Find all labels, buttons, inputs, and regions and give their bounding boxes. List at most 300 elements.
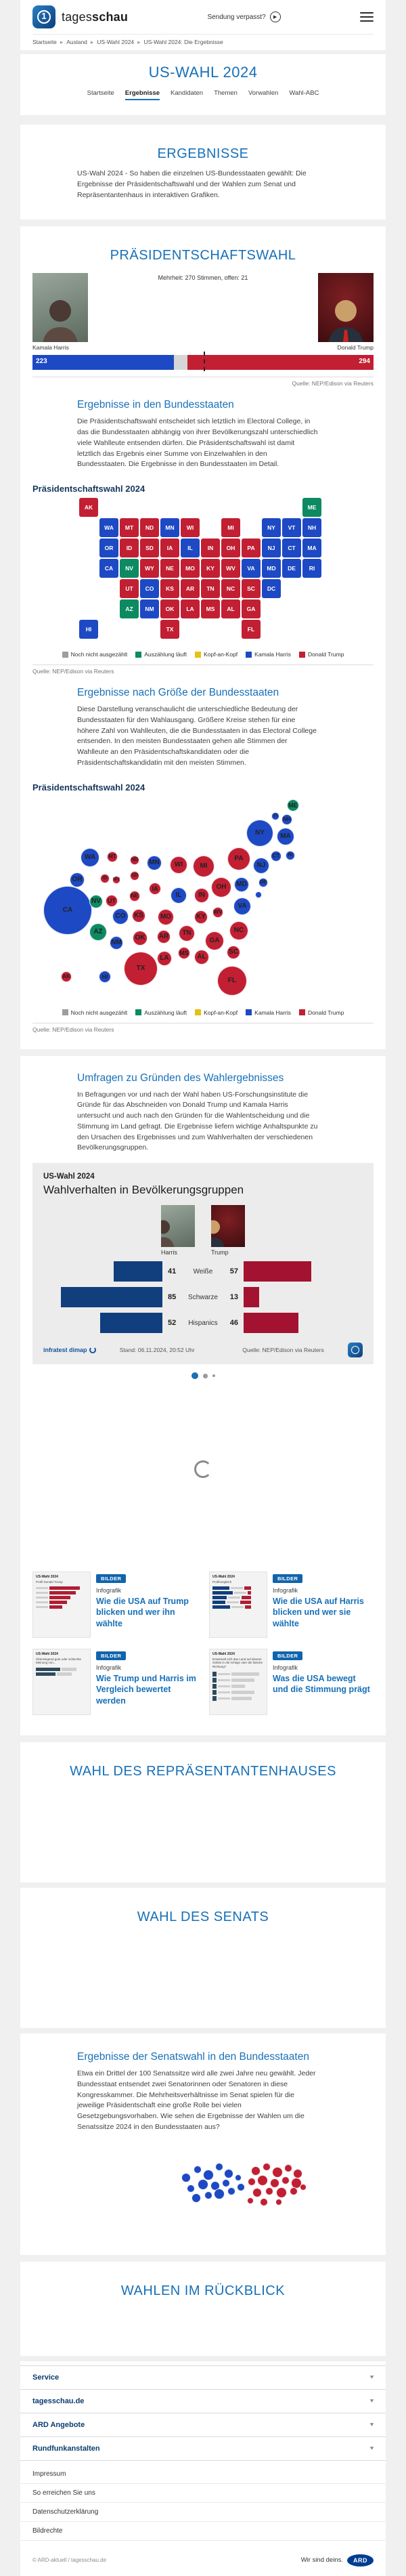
mini-bar (212, 1684, 217, 1689)
teaser-grid (32, 1571, 374, 1715)
mini-bar-row (212, 1690, 264, 1695)
bubble-state-FL[interactable]: FL (217, 966, 247, 996)
state-CA[interactable]: CA (99, 559, 118, 578)
state-CT[interactable]: CT (282, 539, 301, 557)
state-MO[interactable]: MO (181, 559, 200, 578)
harris-bar (43, 1287, 162, 1307)
site-header (20, 0, 386, 50)
bubble-state-NV[interactable]: NV (89, 895, 103, 908)
state-GA[interactable]: GA (242, 599, 261, 618)
president-section (20, 226, 386, 1049)
bubble-state-ND[interactable]: ND (130, 856, 139, 865)
demo-row-center (162, 1293, 244, 1301)
state-WA[interactable]: WA (99, 518, 118, 537)
bubble-state-HI[interactable]: HI (99, 971, 111, 983)
tab-kandidaten[interactable]: Kandidaten (171, 89, 204, 97)
senate-race-dot[interactable] (251, 2166, 261, 2176)
mini-bar-row (36, 1591, 87, 1595)
us-states-map[interactable] (79, 498, 327, 644)
state-VT[interactable]: VT (282, 518, 301, 537)
trump-value: 46 (229, 1319, 238, 1327)
state-WY[interactable]: WY (140, 559, 159, 578)
bubble-state-PA[interactable]: PA (227, 847, 250, 870)
state-IA[interactable]: IA (160, 539, 179, 557)
bubble-state-NC[interactable]: NC (229, 921, 248, 940)
bubble-state-NY[interactable]: NY (246, 820, 273, 847)
thumb-heading: US-Wahl 2024 (36, 1575, 58, 1579)
state-MN[interactable]: MN (160, 518, 179, 537)
teaser-card[interactable] (32, 1571, 197, 1638)
footer-accordion-label: tagesschau.de (32, 2396, 85, 2405)
tab-themen[interactable]: Themen (214, 89, 238, 97)
mini-bar-row (212, 1591, 264, 1595)
infografik-wahlverhalten[interactable] (32, 1163, 374, 1364)
teaser-title[interactable]: Wie die USA auf Harris blicken und wer sie wählte (273, 1597, 364, 1628)
footer-accordion-ard-angebote[interactable] (20, 2413, 386, 2437)
footer-link-bildrechte[interactable]: Bildrechte (20, 2522, 386, 2541)
bubble-state-TX[interactable]: TX (124, 952, 158, 986)
bubble-state-KY[interactable]: KY (194, 910, 208, 924)
state-OK[interactable]: OK (160, 599, 179, 618)
state-KY[interactable]: KY (201, 559, 220, 578)
senate-race-dot[interactable] (263, 2163, 271, 2171)
bubble-state-VT[interactable]: VT (271, 812, 279, 820)
senate-race-dot[interactable] (191, 2193, 201, 2203)
trump-label: Trump (211, 1249, 229, 1256)
demo-row (43, 1287, 363, 1307)
bubble-state-AZ[interactable]: AZ (89, 923, 107, 941)
mini-bar-row (212, 1596, 264, 1599)
state-HI[interactable]: HI (79, 620, 98, 639)
bubble-state-ID[interactable]: ID (100, 874, 110, 883)
carousel-dot[interactable] (203, 1374, 208, 1378)
mini-bar (212, 1672, 217, 1676)
bubble-state-OR[interactable]: OR (70, 872, 85, 887)
mini-label (36, 1592, 48, 1594)
senate-race-dot[interactable] (257, 2175, 268, 2186)
mini-bar (62, 1668, 76, 1671)
subheading-senatswahl: Ergebnisse der Senatswahl in den Bundesstaaten (77, 2051, 309, 2063)
legend-item (299, 1009, 344, 1016)
bubble-state-WA[interactable]: WA (81, 848, 99, 867)
state-SD[interactable]: SD (140, 539, 159, 557)
mini-label (227, 1601, 239, 1603)
mini-bar (212, 1678, 217, 1683)
bubble-state-NH[interactable]: NH (281, 814, 292, 825)
state-FL[interactable]: FL (242, 620, 261, 639)
bubble-state-GA[interactable]: GA (205, 931, 224, 950)
chevron-down-icon: ▾ (369, 2422, 374, 2428)
chevron-down-icon: ▾ (369, 2374, 374, 2380)
mini-bar-right (244, 1586, 252, 1590)
section-heading-rueckblick: WAHLEN IM RÜCKBLICK (120, 2283, 286, 2298)
bubble-state-WI[interactable]: WI (170, 856, 187, 874)
senate-bubble-map[interactable] (41, 2151, 365, 2218)
demographic-bars (43, 1261, 363, 1333)
legend-label: Auszählung läuft (144, 651, 187, 658)
state-SC[interactable]: SC (242, 579, 261, 598)
senate-race-dot[interactable] (275, 2199, 282, 2205)
teaser-thumbnail (209, 1571, 267, 1638)
breadcrumb-item[interactable]: Startseite (32, 39, 57, 45)
mini-bar (49, 1586, 80, 1590)
bubble-state-NM[interactable]: NM (110, 936, 123, 950)
senate-race-dot[interactable] (181, 2173, 191, 2182)
bubble-state-MO[interactable]: MO (158, 909, 174, 925)
footer-accordion-service[interactable] (20, 2366, 386, 2390)
state-WI[interactable]: WI (181, 518, 200, 537)
legend-item (195, 1009, 238, 1016)
bubble-state-UT[interactable]: UT (106, 895, 118, 907)
intro-text: US-Wahl 2024 - So haben die einzelnen US-Bundesstaaten gewählt: Die Ergebnisse der Präsidentschaftswahl und der Wahlen zum Senat und Repräsentantenhaus in interaktiven Grafiken. (77, 169, 307, 199)
state-NH[interactable]: NH (302, 518, 321, 537)
state-CO[interactable]: CO (140, 579, 159, 598)
breadcrumb-item[interactable]: US-Wahl 2024 (97, 39, 135, 45)
brand-wordmark[interactable] (62, 10, 128, 24)
state-PA[interactable]: PA (242, 539, 261, 557)
tagesschau-logo-icon[interactable] (32, 5, 55, 28)
mini-label (218, 1673, 230, 1675)
bubble-state-ME[interactable]: ME (287, 799, 299, 811)
harris-bar-fill (61, 1287, 162, 1307)
candidate-harris (32, 273, 88, 351)
bubble-state-AL[interactable]: AL (194, 950, 209, 965)
trump-value: 13 (229, 1293, 238, 1301)
bubble-state-MN[interactable]: MN (147, 856, 162, 870)
senate-race-dot[interactable] (290, 2187, 298, 2195)
bubble-state-SD[interactable]: SD (130, 871, 139, 881)
state-ND[interactable]: ND (140, 518, 159, 537)
tab-ergebnisse[interactable]: Ergebnisse (125, 89, 160, 100)
state-MA[interactable]: MA (302, 539, 321, 557)
state-MD[interactable]: MD (262, 559, 281, 578)
brand-light: tages (62, 9, 93, 24)
mini-bar (212, 1690, 217, 1695)
teaser-card[interactable] (32, 1649, 197, 1715)
donald-trump-photo (211, 1205, 245, 1247)
state-NC[interactable]: NC (221, 579, 240, 598)
teaser-meta (273, 1649, 374, 1715)
state-UT[interactable]: UT (120, 579, 139, 598)
mini-bar-row (212, 1601, 264, 1604)
senate-race-dot[interactable] (235, 2174, 242, 2181)
candidate-name: Donald Trump (337, 344, 374, 352)
majority-note: Mehrheit: 270 Stimmen, offen: 21 (158, 274, 248, 282)
candidate-trump (318, 273, 374, 351)
thumb-heading: US-Wahl 2024 (212, 1652, 235, 1656)
senate-race-dot[interactable] (187, 2184, 195, 2193)
bundesstaaten-text: Die Präsidentschaftswahl entscheidet sich letztlich im Electoral College, in das die Bundesstaaten abhängig von ihrer Bevölkerungszahl unterschiedlich viele Wahlleute entsenden dürfen. Die Präsidentschaftswahl ist damit letztlich das Ergebnis einer Summe von Einzelwahlen in den Bundesstaaten. Die Ergebnisse in den Bundesstaaten im Detail. (77, 417, 318, 469)
state-IL[interactable]: IL (181, 539, 200, 557)
bubble-state-DC[interactable] (255, 891, 262, 898)
majority-marker (204, 352, 205, 371)
infratest-dimap-logo (43, 1347, 96, 1353)
state-NY[interactable]: NY (262, 518, 281, 537)
senate-race-dot[interactable] (270, 2178, 279, 2188)
infografik-kicker: US-Wahl 2024 (43, 1173, 95, 1181)
bubble-state-IL[interactable]: IL (171, 887, 187, 904)
senate-results-section (20, 2033, 386, 2255)
bubble-state-SC[interactable]: SC (227, 946, 240, 959)
teaser-thumbnail (32, 1649, 91, 1715)
bubble-state-MI[interactable]: MI (193, 856, 215, 877)
harris-bar-fill (114, 1261, 162, 1282)
mini-bar-row (212, 1586, 264, 1590)
demo-row-center (162, 1319, 244, 1327)
state-OH[interactable]: OH (221, 539, 240, 557)
senate-race-dot[interactable] (281, 2176, 290, 2184)
state-VA[interactable]: VA (242, 559, 261, 578)
teaser-title[interactable]: Wie die USA auf Trump blicken und wer ihn wählte (96, 1597, 189, 1628)
demo-row (43, 1261, 363, 1282)
state-AK[interactable]: AK (79, 498, 98, 517)
teaser-title[interactable]: Wie Trump und Harris im Vergleich bewertet werden (96, 1674, 196, 1706)
state-MT[interactable]: MT (120, 518, 139, 537)
footer-accordion-tagesschau-de[interactable] (20, 2390, 386, 2413)
intro-section (20, 125, 386, 219)
bubble-state-AR[interactable]: AR (157, 930, 171, 944)
bubble-state-NE[interactable]: NE (129, 891, 140, 902)
senate-race-dot[interactable] (276, 2187, 287, 2198)
mini-bar-row (212, 1672, 264, 1676)
mini-bar-right (245, 1605, 251, 1609)
donald-trump-photo (318, 273, 374, 342)
senate-race-dot[interactable] (222, 2179, 230, 2187)
state-AR[interactable]: AR (181, 579, 200, 598)
senate-race-dot[interactable] (194, 2166, 202, 2174)
state-AZ[interactable]: AZ (120, 599, 139, 618)
ard-logo[interactable]: ARD (347, 2554, 374, 2567)
mini-bar-right (242, 1596, 251, 1599)
us-bubble-cartogram[interactable] (41, 798, 365, 1002)
state-NM[interactable]: NM (140, 599, 159, 618)
breadcrumb-item[interactable]: US-Wahl 2024: Die Ergebnisse (143, 39, 223, 45)
play-icon[interactable]: ▶ (270, 12, 281, 22)
footer-link-so-erreichen-sie-uns[interactable]: So erreichen Sie uns (20, 2484, 386, 2503)
electoral-vote-bar[interactable] (32, 355, 374, 370)
bubble-state-MA[interactable]: MA (277, 828, 294, 845)
mini-bar-right (240, 1601, 251, 1604)
senate-race-dot[interactable] (204, 2191, 212, 2199)
teaser-kicker: Infografik (96, 1664, 122, 1671)
senate-race-dot[interactable] (237, 2183, 245, 2191)
mini-bar-left (212, 1605, 230, 1609)
teaser-kicker: Infografik (273, 1587, 298, 1594)
bubble-state-LA[interactable]: LA (157, 951, 172, 966)
section-heading-praesidentschaftswahl: PRÄSIDENTSCHAFTSWAHL (110, 248, 296, 263)
mini-bar (231, 1672, 259, 1676)
thumb-mini-chart (36, 1586, 87, 1609)
state-RI[interactable]: RI (302, 559, 321, 578)
rueckblick-section (20, 2262, 386, 2356)
bubble-state-CO[interactable]: CO (112, 908, 129, 925)
legend-label: Noch nicht ausgezählt (70, 651, 128, 658)
head-to-head (32, 273, 374, 351)
senate-loading-area (32, 1932, 374, 2019)
mini-bar-right (248, 1591, 251, 1595)
chevron-down-icon: ▾ (369, 2445, 374, 2451)
state-KS[interactable]: KS (160, 579, 179, 598)
trump-ev-count: 294 (359, 358, 370, 366)
senate-race-dot[interactable] (265, 2187, 273, 2195)
teaser-card[interactable] (209, 1571, 374, 1638)
bubble-state-NJ[interactable]: NJ (253, 858, 269, 874)
senate-race-dot[interactable] (260, 2198, 268, 2206)
tab-wahl-abc[interactable]: Wahl-ABC (289, 89, 319, 97)
legend-swatch (195, 652, 201, 658)
thumb-heading: US-Wahl 2024 (212, 1575, 235, 1579)
state-NE[interactable]: NE (160, 559, 179, 578)
state-WV[interactable]: WV (221, 559, 240, 578)
mini-bar (231, 1697, 252, 1700)
subheading-bundesstaaten: Ergebnisse in den Bundesstaaten (77, 399, 234, 411)
state-DC[interactable]: DC (262, 579, 281, 598)
mini-label (218, 1697, 230, 1699)
state-DE[interactable]: DE (282, 559, 301, 578)
teaser-meta (96, 1649, 197, 1715)
carousel-dot-active[interactable] (191, 1372, 198, 1379)
infratest-icon (89, 1347, 96, 1353)
footer-accordion-label: Rundfunkanstalten (32, 2444, 100, 2453)
bubble-state-MD[interactable]: MD (234, 877, 249, 892)
kamala-harris-photo (32, 273, 88, 342)
bubble-state-WY[interactable]: WY (112, 876, 120, 884)
harris-label: Harris (161, 1249, 177, 1256)
mini-label (36, 1597, 48, 1599)
senate-race-dot[interactable] (198, 2179, 208, 2190)
chevron-down-icon: ▾ (369, 2398, 374, 2404)
loading-area (32, 1379, 374, 1566)
senate-race-dot[interactable] (214, 2189, 225, 2199)
open-ev-segment (174, 355, 187, 370)
senate-race-dot[interactable] (203, 2170, 214, 2180)
harris-bar (43, 1261, 162, 1282)
senate-race-dot[interactable] (252, 2188, 262, 2197)
bubble-state-RI[interactable]: RI (286, 851, 295, 860)
legend-swatch (62, 1009, 68, 1015)
senate-race-dot[interactable] (248, 2178, 256, 2186)
teaser-title[interactable]: Was die USA bewegt und die Stimmung prägt (273, 1674, 370, 1695)
sendung-verpasst-link[interactable] (207, 12, 280, 22)
demo-row (43, 1313, 363, 1333)
state-OR[interactable]: OR (99, 539, 118, 557)
source-note: Quelle: NEP/Edison via Reuters (32, 668, 114, 675)
bubble-state-OH[interactable]: OH (211, 877, 231, 898)
legend-swatch (195, 1009, 201, 1015)
state-MS[interactable]: MS (201, 599, 220, 618)
carousel-dot[interactable] (212, 1374, 215, 1377)
mini-bar (36, 1672, 55, 1676)
state-IN[interactable]: IN (201, 539, 220, 557)
thumb-mini-chart (212, 1672, 264, 1701)
state-MI[interactable]: MI (221, 518, 240, 537)
legend-item (299, 651, 344, 658)
bilder-badge: BILDER (273, 1651, 302, 1660)
bubble-state-VA[interactable]: VA (233, 898, 251, 915)
trump-value: 57 (229, 1267, 238, 1275)
bubble-state-AK[interactable]: AK (61, 971, 72, 982)
trump-bar-fill (244, 1261, 311, 1282)
rueckblick-loading-area (32, 2306, 374, 2346)
legend-swatch (246, 1009, 252, 1015)
teaser-thumbnail (209, 1649, 267, 1715)
mini-label (228, 1597, 240, 1599)
state-NJ[interactable]: NJ (262, 539, 281, 557)
senatswahl-text: Etwa ein Drittel der 100 Senatssitze wird alle zwei Jahre neu gewählt. Jeder Bundesstaat entsendet zwei Senatorinnen oder Senatoren in diese Kongresskammer. Die Mehrheitsverhältnisse im Senat spielen für die jeweilige Präsidentschaft eine große Rolle bei vielen Gesetzgebungsvorhaben. Wie sehen die Ergebnisse der Wahlen um die Senatssitze 2024 in den Bundesstaaten aus? (77, 2069, 316, 2131)
senate-race-dot[interactable] (293, 2169, 302, 2178)
footer-link-datenschutzerkl-rung[interactable]: Datenschutzerklärung (20, 2503, 386, 2522)
senate-race-dot[interactable] (247, 2197, 254, 2204)
senate-race-dot[interactable] (227, 2187, 235, 2195)
bubble-state-CT[interactable]: CT (271, 851, 281, 862)
state-ME[interactable]: ME (302, 498, 321, 517)
sendung-verpasst-label: Sendung verpasst? (207, 13, 266, 21)
bubble-state-KS[interactable]: KS (132, 909, 145, 923)
mini-bar-row (36, 1672, 87, 1676)
thumb-subheading: Profil Donald Trump (36, 1580, 63, 1584)
tagesschau-app-icon (348, 1343, 363, 1357)
bubble-state-CA[interactable]: CA (43, 886, 92, 935)
mini-bar-row (212, 1684, 264, 1689)
senate-race-dot[interactable] (224, 2169, 233, 2178)
legend-label: Kopf-an-Kopf (204, 651, 238, 658)
bubble-state-DE[interactable]: DE (258, 878, 268, 887)
ard-claim (301, 2554, 374, 2567)
bubble-state-MT[interactable]: MT (107, 851, 118, 862)
mini-bar (36, 1668, 60, 1671)
bubble-map-legend (32, 1009, 374, 1016)
state-NV[interactable]: NV (120, 559, 139, 578)
kamala-harris-photo (161, 1205, 195, 1247)
legend-label: Noch nicht ausgezählt (70, 1009, 128, 1016)
tab-startseite[interactable]: Startseite (87, 89, 114, 97)
section-heading-ergebnisse: ERGEBNISSE (157, 146, 249, 161)
footer-link-impressum[interactable]: Impressum (20, 2465, 386, 2484)
footer-accordion-rundfunkanstalten[interactable] (20, 2437, 386, 2461)
source-note: Quelle: NEP/Edison via Reuters (32, 1026, 114, 1033)
bubble-state-WV[interactable]: WV (212, 907, 223, 918)
footer-accordion-label: ARD Angebote (32, 2420, 85, 2429)
bubble-state-IN[interactable]: IN (194, 888, 209, 903)
bubble-state-TN[interactable]: TN (179, 925, 195, 942)
state-TN[interactable]: TN (201, 579, 220, 598)
breadcrumb-item[interactable]: Ausland (66, 39, 87, 45)
bubble-state-IA[interactable]: IA (149, 883, 161, 895)
state-LA[interactable]: LA (181, 599, 200, 618)
section-heading-senat: WAHL DES SENATS (137, 1909, 269, 1924)
senate-race-dot[interactable] (284, 2164, 292, 2172)
bubble-state-MS[interactable]: MS (178, 947, 190, 959)
legend-item (135, 1009, 187, 1016)
state-TX[interactable]: TX (160, 620, 179, 639)
mini-bar-row (36, 1586, 87, 1590)
tab-vorwahlen[interactable]: Vorwahlen (248, 89, 279, 97)
subheading-umfragen: Umfragen zu Gründen des Wahlergebnisses (77, 1072, 284, 1084)
mini-bar-left (212, 1596, 227, 1599)
state-AL[interactable]: AL (221, 599, 240, 618)
state-ID[interactable]: ID (120, 539, 139, 557)
trump-ev-segment (187, 355, 374, 370)
senate-race-dot[interactable] (300, 2184, 307, 2191)
bilder-badge: BILDER (96, 1651, 126, 1660)
bubble-state-OK[interactable]: OK (133, 931, 148, 946)
menu-icon[interactable] (360, 12, 374, 22)
teaser-card[interactable] (209, 1649, 374, 1715)
senate-race-dot[interactable] (272, 2167, 283, 2178)
senate-race-dot[interactable] (215, 2163, 223, 2171)
mini-bar (231, 1678, 254, 1682)
harris-value: 52 (168, 1319, 177, 1327)
